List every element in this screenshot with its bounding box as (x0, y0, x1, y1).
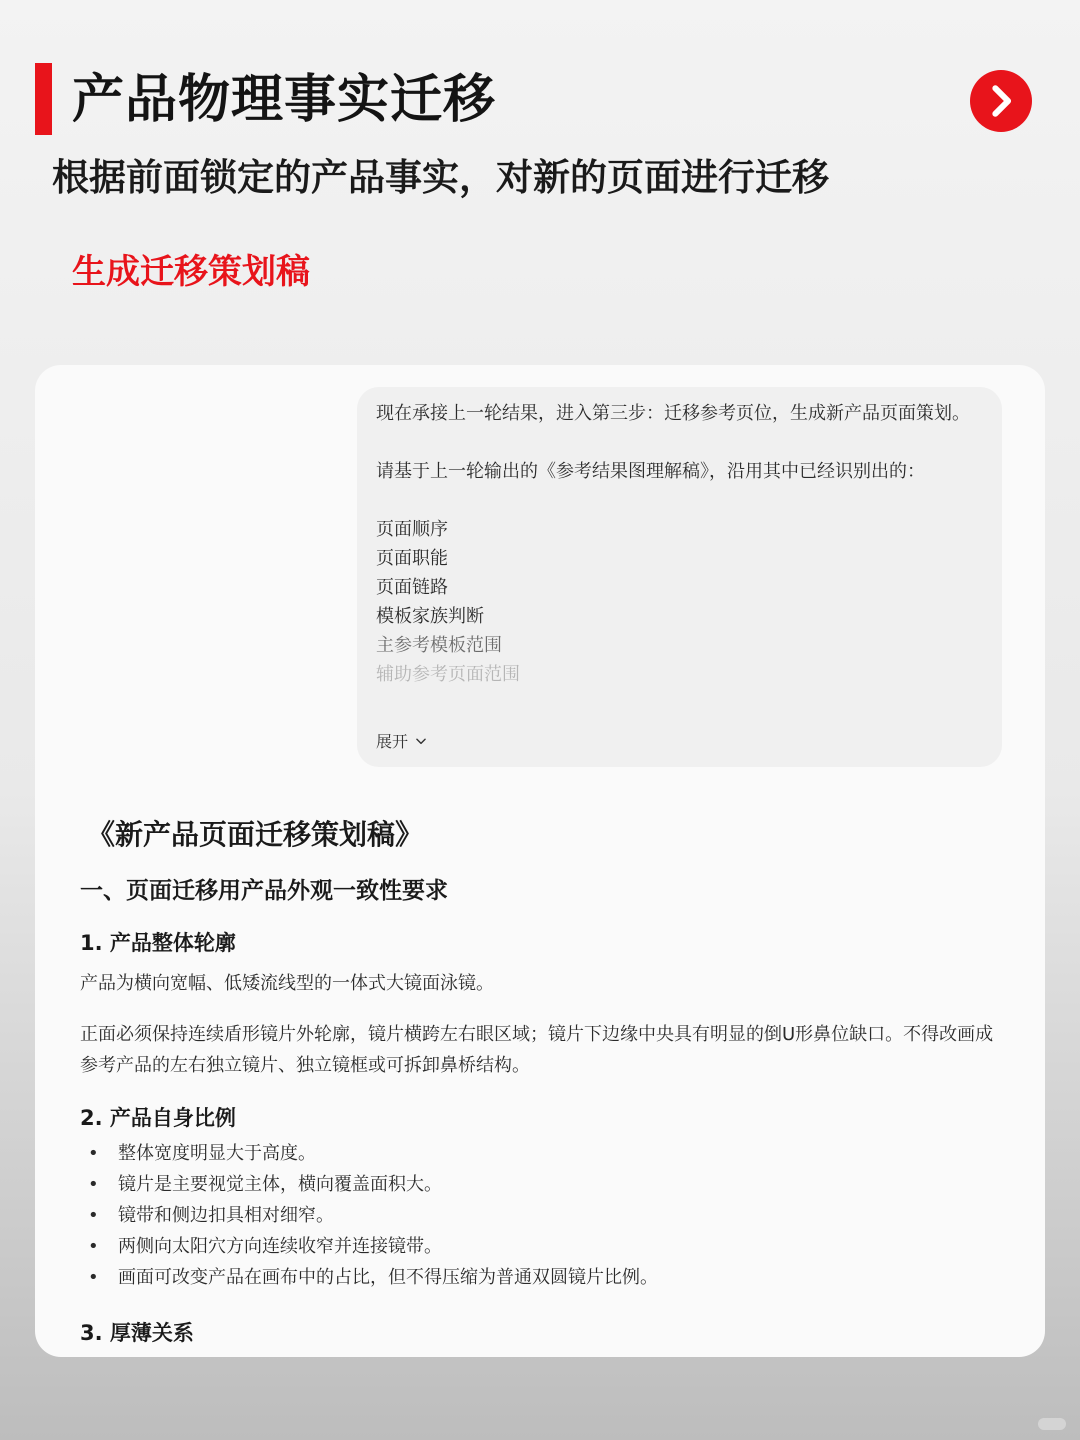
paragraph: 正面必须保持连续盾形镜片外轮廓，镜片横跨左右眼区域；镜片下边缘中央具有明显的倒U形鼻位缺口。不得改画成参考产品的左右独立镜片、独立镜框或可拆卸鼻桥结构。 (80, 1024, 994, 1076)
prompt-list-item: 页面顺序 (376, 519, 448, 540)
prompt-request: 请基于上一轮输出的《参考结果图理解稿》，沿用其中已经识别出的： (376, 461, 925, 482)
page-title: 产品物理事实迁移 (72, 70, 497, 130)
subsection-heading: 1. 产品整体轮廓 (80, 931, 236, 955)
watermark (1038, 1418, 1066, 1430)
subsection-heading: 2. 产品自身比例 (80, 1106, 236, 1130)
section-label: 生成迁移策划稿 (72, 252, 310, 292)
user-prompt-bubble (357, 387, 1002, 767)
prompt-text (376, 399, 986, 689)
title-accent-bar (35, 63, 52, 135)
prompt-list-item: 模板家族判断 (376, 606, 484, 627)
expand-label: 展开 (376, 732, 409, 751)
prompt-list-item: 页面链路 (376, 577, 448, 598)
list-item: • 两侧向太阳穴方向连续收窄并连接镜带。 (80, 1231, 658, 1262)
chevron-right-icon (984, 84, 1018, 118)
prompt-list (376, 515, 986, 689)
list-item: • 画面可改变产品在画布中的占比，但不得压缩为普通双圆镜片比例。 (80, 1262, 658, 1293)
prompt-list-item: 页面职能 (376, 548, 448, 569)
list-item: • 整体宽度明显大于高度。 (80, 1138, 658, 1169)
chat-card (35, 365, 1045, 1357)
subsection-heading: 3. 厚薄关系 (80, 1321, 194, 1345)
next-button[interactable] (970, 70, 1032, 132)
section-heading: 一、页面迁移用产品外观一致性要求 (80, 878, 448, 904)
document-title: 《新产品页面迁移策划稿》 (87, 818, 424, 851)
expand-button[interactable] (376, 729, 428, 752)
prompt-list-item: 主参考模板范围 (376, 635, 502, 656)
bullet-list (80, 1138, 658, 1293)
list-item: • 镜带和侧边扣具相对细窄。 (80, 1200, 658, 1231)
paragraph: 产品为横向宽幅、低矮流线型的一体式大镜面泳镜。 (80, 973, 494, 994)
page-subtitle: 根据前面锁定的产品事实，对新的页面进行迁移 (52, 156, 829, 199)
list-item: • 镜片是主要视觉主体，横向覆盖面积大。 (80, 1169, 658, 1200)
chevron-down-icon (414, 734, 428, 748)
prompt-intro: 现在承接上一轮结果，进入第三步：迁移参考页位，生成新产品页面策划。 (376, 403, 970, 424)
prompt-list-item: 辅助参考页面范围 (376, 664, 520, 685)
